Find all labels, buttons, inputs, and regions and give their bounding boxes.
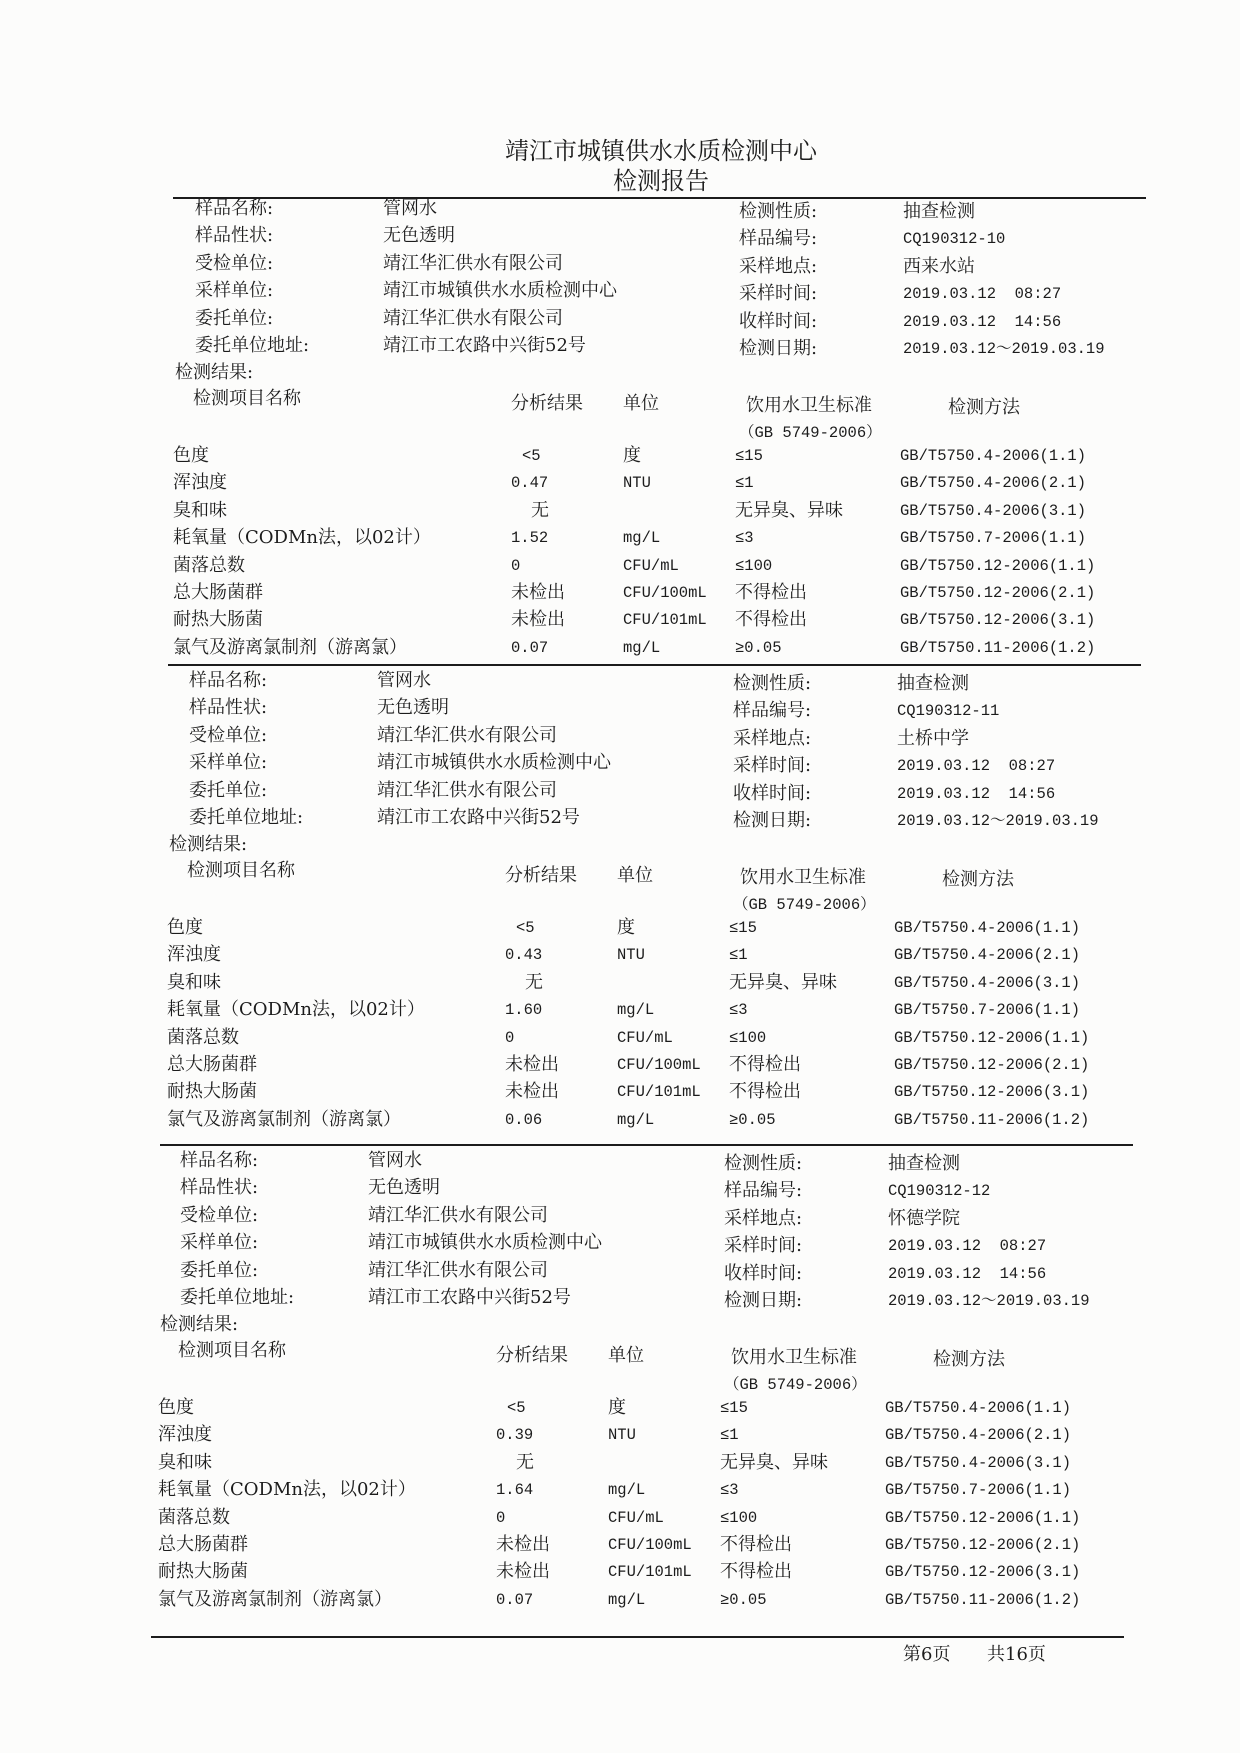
client-address-label: 委托单位地址: [189,807,304,828]
sampling-location-value: 怀德学院 [888,1208,960,1229]
sample-state-label: 样品性状: [195,225,274,246]
header-analysis-result: 分析结果 [511,393,583,414]
row-free-chlorine [158,1589,1118,1611]
sampling-unit-value: 靖江市城镇供水水质检测中心 [383,280,617,301]
row-total-coliform [173,582,1133,604]
standard-limit: ≤15 [735,447,763,465]
sample-section-3 [158,1150,1118,1620]
sampling-location-label: 采样地点: [724,1208,803,1229]
row-total-coliform [167,1054,1127,1076]
analysis-result: 未检出 [511,609,565,630]
sampling-time-label: 采样时间: [733,755,812,776]
unit: mg/L [617,1001,655,1019]
receiving-time-label: 收样时间: [733,783,812,804]
sampling-time-value: 2019.03.12 08:27 [897,757,1056,775]
test-method: GB/T5750.12-2006(2.1) [894,1056,1090,1074]
test-date-value: 2019.03.12～2019.03.19 [903,340,1105,358]
header-standard-reference: （GB 5749-2006） [733,896,876,914]
sample-name-value: 管网水 [368,1150,422,1171]
standard-limit: ≥0.05 [735,639,782,657]
test-method: GB/T5750.12-2006(1.1) [894,1029,1090,1047]
standard-limit: ≤3 [729,1001,748,1019]
test-method: GB/T5750.4-2006(2.1) [885,1426,1072,1444]
header-test-method: 检测方法 [933,1349,1005,1370]
sample-number-label: 样品编号: [733,700,812,721]
item-name: 耐热大肠菌 [167,1081,257,1102]
report-title: 检测报告 [613,167,709,195]
row-thermotolerant-coliform [167,1081,1127,1103]
test-date-value: 2019.03.12～2019.03.19 [888,1292,1090,1310]
sample-number-value: CQ190312-12 [888,1182,991,1200]
test-method: GB/T5750.12-2006(1.1) [885,1509,1081,1527]
test-method: GB/T5750.7-2006(1.1) [894,1001,1081,1019]
header-item-name: 检测项目名称 [193,388,301,409]
test-type-label: 检测性质: [739,201,818,222]
client-address-value: 靖江市工农路中兴街52号 [377,807,580,828]
test-method: GB/T5750.4-2006(1.1) [894,919,1081,937]
report-organization-title: 靖江市城镇供水水质检测中心 [505,137,817,165]
client-address-value: 靖江市工农路中兴街52号 [383,335,586,356]
item-name: 总大肠菌群 [167,1054,257,1075]
row-thermotolerant-coliform [173,609,1133,631]
analysis-result: 未检出 [511,582,565,603]
sample-info-right [158,1153,1118,1313]
analysis-result: 0.43 [505,946,543,964]
standard-limit: ≤1 [720,1426,739,1444]
inspected-unit-value: 靖江华汇供水有限公司 [368,1205,548,1226]
sampling-time-label: 采样时间: [724,1235,803,1256]
item-name: 菌落总数 [167,1027,239,1048]
test-type-value: 抽查检测 [903,201,975,222]
row-chroma [167,917,1127,939]
unit: CFU/mL [623,557,679,575]
client-unit-value: 靖江华汇供水有限公司 [383,308,563,329]
analysis-result: 0.07 [511,639,549,657]
row-chroma [158,1397,1118,1419]
unit: CFU/100mL [623,584,707,602]
item-name: 氯气及游离氯制剂（游离氯） [158,1589,392,1610]
sample-number-value: CQ190312-10 [903,230,1006,248]
client-address-label: 委托单位地址: [180,1287,295,1308]
analysis-result: 无 [531,500,549,521]
sample-state-value: 无色透明 [377,697,449,718]
item-name: 菌落总数 [158,1507,230,1528]
test-method: GB/T5750.4-2006(2.1) [894,946,1081,964]
item-name: 臭和味 [173,500,227,521]
test-method: GB/T5750.12-2006(3.1) [885,1563,1081,1581]
unit: NTU [617,946,645,964]
sampling-location-label: 采样地点: [733,728,812,749]
inspected-unit-label: 受检单位: [189,725,268,746]
header-standard: 饮用水卫生标准 [740,867,866,888]
analysis-result: 0.06 [505,1111,543,1129]
client-unit-value: 靖江华汇供水有限公司 [368,1260,548,1281]
analysis-result: <5 [516,919,535,937]
unit: mg/L [623,639,661,657]
unit: NTU [623,474,651,492]
test-date-label: 检测日期: [724,1290,803,1311]
test-type-value: 抽查检测 [897,673,969,694]
row-turbidity [167,944,1127,966]
item-name: 臭和味 [158,1452,212,1473]
test-date-value: 2019.03.12～2019.03.19 [897,812,1099,830]
item-name: 菌落总数 [173,555,245,576]
sampling-unit-value: 靖江市城镇供水水质检测中心 [368,1232,602,1253]
item-name: 耗氧量（CODMn法，以02计） [158,1479,416,1500]
sampling-time-label: 采样时间: [739,283,818,304]
analysis-result: 未检出 [505,1054,559,1075]
standard-limit: 无异臭、异味 [720,1452,828,1473]
row-oxygen-consumption [173,527,1133,549]
test-method: GB/T5750.12-2006(3.1) [900,611,1096,629]
row-turbidity [158,1424,1118,1446]
unit: 度 [623,445,641,466]
test-date-label: 检测日期: [733,810,812,831]
test-method: GB/T5750.11-2006(1.2) [894,1111,1090,1129]
standard-limit: 无异臭、异味 [729,972,837,993]
item-name: 浑浊度 [158,1424,212,1445]
sampling-unit-label: 采样单位: [180,1232,259,1253]
test-method: GB/T5750.4-2006(1.1) [900,447,1087,465]
client-unit-label: 委托单位: [189,780,268,801]
test-type-label: 检测性质: [724,1153,803,1174]
unit: CFU/101mL [617,1083,701,1101]
header-item-name: 检测项目名称 [187,860,295,881]
results-heading: 检测结果: [175,362,254,383]
test-date-label: 检测日期: [739,338,818,359]
item-name: 浑浊度 [167,944,221,965]
sample-number-label: 样品编号: [724,1180,803,1201]
sample-state-value: 无色透明 [383,225,455,246]
item-name: 氯气及游离氯制剂（游离氯） [167,1109,401,1130]
analysis-result: 未检出 [496,1561,550,1582]
sample-name-label: 样品名称: [180,1150,259,1171]
unit: CFU/101mL [608,1563,692,1581]
sample-state-label: 样品性状: [180,1177,259,1198]
standard-limit: 不得检出 [729,1081,801,1102]
header-analysis-result: 分析结果 [505,865,577,886]
standard-limit: 不得检出 [729,1054,801,1075]
inspected-unit-value: 靖江华汇供水有限公司 [383,253,563,274]
sample-number-value: CQ190312-11 [897,702,1000,720]
test-method: GB/T5750.4-2006(3.1) [885,1454,1072,1472]
item-name: 臭和味 [167,972,221,993]
unit: mg/L [623,529,661,547]
analysis-result: 无 [516,1452,534,1473]
item-name: 总大肠菌群 [158,1534,248,1555]
test-method: GB/T5750.11-2006(1.2) [885,1591,1081,1609]
test-method: GB/T5750.12-2006(2.1) [885,1536,1081,1554]
analysis-result: 未检出 [496,1534,550,1555]
page-total: 共16页 [987,1644,1046,1665]
test-type-value: 抽查检测 [888,1153,960,1174]
sample-name-label: 样品名称: [189,670,268,691]
header-unit: 单位 [617,865,653,886]
unit: 度 [608,1397,626,1418]
analysis-result: 0 [511,557,521,575]
standard-limit: 不得检出 [720,1561,792,1582]
unit: CFU/100mL [608,1536,692,1554]
row-free-chlorine [167,1109,1127,1131]
sampling-time-value: 2019.03.12 08:27 [888,1237,1047,1255]
sampling-unit-label: 采样单位: [189,752,268,773]
receiving-time-value: 2019.03.12 14:56 [897,785,1056,803]
standard-limit: ≥0.05 [729,1111,776,1129]
analysis-result: <5 [522,447,541,465]
item-name: 耐热大肠菌 [158,1561,248,1582]
test-method: GB/T5750.4-2006(3.1) [894,974,1081,992]
standard-limit: ≥0.05 [720,1591,767,1609]
header-analysis-result: 分析结果 [496,1345,568,1366]
inspected-unit-label: 受检单位: [180,1205,259,1226]
row-oxygen-consumption [167,999,1127,1021]
header-item-name: 检测项目名称 [178,1340,286,1361]
analysis-result: 0.07 [496,1591,534,1609]
test-method: GB/T5750.4-2006(2.1) [900,474,1087,492]
analysis-result: 0 [505,1029,515,1047]
client-unit-label: 委托单位: [180,1260,259,1281]
sampling-location-value: 西来水站 [903,256,975,277]
test-method: GB/T5750.7-2006(1.1) [885,1481,1072,1499]
row-odor-taste [173,500,1133,522]
test-method: GB/T5750.12-2006(1.1) [900,557,1096,575]
sample-name-value: 管网水 [377,670,431,691]
standard-limit: ≤100 [735,557,773,575]
standard-limit: ≤3 [720,1481,739,1499]
standard-limit: ≤1 [735,474,754,492]
analysis-result: <5 [507,1399,526,1417]
item-name: 氯气及游离氯制剂（游离氯） [173,637,407,658]
row-turbidity [173,472,1133,494]
row-total-coliform [158,1534,1118,1556]
sample-name-label: 样品名称: [195,198,274,219]
sampling-unit-value: 靖江市城镇供水水质检测中心 [377,752,611,773]
sampling-unit-label: 采样单位: [195,280,274,301]
unit: CFU/mL [617,1029,673,1047]
page-number: 第6页 [903,1644,951,1665]
analysis-result: 0.39 [496,1426,534,1444]
results-heading: 检测结果: [169,834,248,855]
item-name: 耗氧量（CODMn法，以02计） [167,999,425,1020]
sample-info-right [167,673,1127,833]
sample-section-2 [167,670,1127,1140]
sample-info-right [173,201,1133,361]
standard-limit: 不得检出 [735,609,807,630]
client-unit-label: 委托单位: [195,308,274,329]
test-method: GB/T5750.11-2006(1.2) [900,639,1096,657]
standard-limit: ≤100 [720,1509,758,1527]
analysis-result: 1.64 [496,1481,534,1499]
standard-limit: ≤3 [735,529,754,547]
sample-state-value: 无色透明 [368,1177,440,1198]
test-method: GB/T5750.7-2006(1.1) [900,529,1087,547]
receiving-time-value: 2019.03.12 14:56 [888,1265,1047,1283]
row-thermotolerant-coliform [158,1561,1118,1583]
results-heading: 检测结果: [160,1314,239,1335]
sample-number-label: 样品编号: [739,228,818,249]
analysis-result: 0 [496,1509,506,1527]
inspected-unit-value: 靖江华汇供水有限公司 [377,725,557,746]
header-standard: 饮用水卫生标准 [746,395,872,416]
receiving-time-label: 收样时间: [739,311,818,332]
header-standard: 饮用水卫生标准 [731,1347,857,1368]
standard-limit: ≤1 [729,946,748,964]
item-name: 色度 [158,1397,194,1418]
item-name: 浑浊度 [173,472,227,493]
header-unit: 单位 [623,393,659,414]
standard-limit: ≤15 [729,919,757,937]
item-name: 总大肠菌群 [173,582,263,603]
unit: NTU [608,1426,636,1444]
item-name: 耐热大肠菌 [173,609,263,630]
unit: mg/L [608,1591,646,1609]
analysis-result: 未检出 [505,1081,559,1102]
sampling-time-value: 2019.03.12 08:27 [903,285,1062,303]
unit: mg/L [617,1111,655,1129]
test-method: GB/T5750.12-2006(3.1) [894,1083,1090,1101]
row-free-chlorine [173,637,1133,659]
item-name: 耗氧量（CODMn法，以02计） [173,527,431,548]
standard-limit: ≤100 [729,1029,767,1047]
header-standard-reference: （GB 5749-2006） [739,424,882,442]
row-colony-count [167,1027,1127,1049]
client-unit-value: 靖江华汇供水有限公司 [377,780,557,801]
header-test-method: 检测方法 [942,869,1014,890]
test-method: GB/T5750.4-2006(3.1) [900,502,1087,520]
row-odor-taste [158,1452,1118,1474]
sampling-location-label: 采样地点: [739,256,818,277]
unit: CFU/100mL [617,1056,701,1074]
test-method: GB/T5750.12-2006(2.1) [900,584,1096,602]
sample-state-label: 样品性状: [189,697,268,718]
footer-divider [151,1636,1124,1638]
analysis-result: 0.47 [511,474,549,492]
test-method: GB/T5750.4-2006(1.1) [885,1399,1072,1417]
standard-limit: 无异臭、异味 [735,500,843,521]
client-address-label: 委托单位地址: [195,335,310,356]
standard-limit: 不得检出 [735,582,807,603]
client-address-value: 靖江市工农路中兴街52号 [368,1287,571,1308]
row-chroma [173,445,1133,467]
unit: CFU/101mL [623,611,707,629]
item-name: 色度 [173,445,209,466]
sample-name-value: 管网水 [383,198,437,219]
analysis-result: 无 [525,972,543,993]
receiving-time-value: 2019.03.12 14:56 [903,313,1062,331]
unit: CFU/mL [608,1509,664,1527]
header-unit: 单位 [608,1345,644,1366]
header-standard-reference: （GB 5749-2006） [724,1376,867,1394]
header-test-method: 检测方法 [948,397,1020,418]
row-colony-count [158,1507,1118,1529]
unit: mg/L [608,1481,646,1499]
receiving-time-label: 收样时间: [724,1263,803,1284]
row-odor-taste [167,972,1127,994]
row-colony-count [173,555,1133,577]
standard-limit: 不得检出 [720,1534,792,1555]
analysis-result: 1.52 [511,529,549,547]
test-type-label: 检测性质: [733,673,812,694]
row-oxygen-consumption [158,1479,1118,1501]
inspected-unit-label: 受检单位: [195,253,274,274]
sample-section-1 [173,198,1133,668]
item-name: 色度 [167,917,203,938]
standard-limit: ≤15 [720,1399,748,1417]
sampling-location-value: 土桥中学 [897,728,969,749]
analysis-result: 1.60 [505,1001,543,1019]
section-divider-2 [160,1144,1133,1146]
unit: 度 [617,917,635,938]
